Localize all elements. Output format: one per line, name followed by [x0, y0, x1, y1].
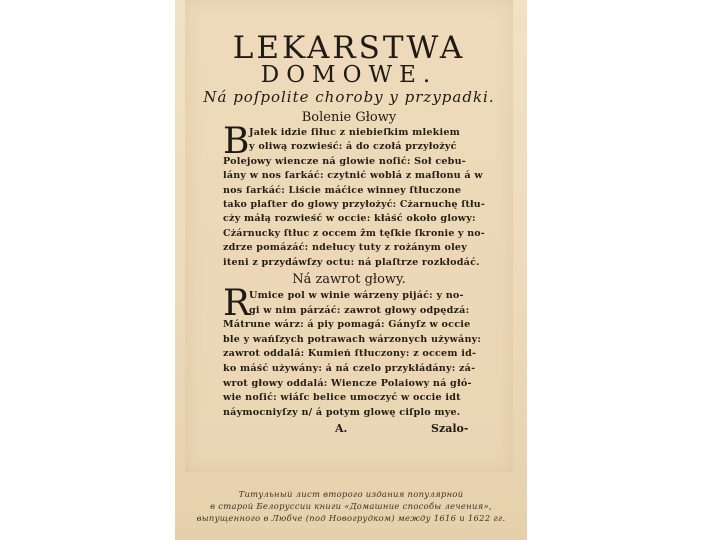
text-line: tako plaſter do glowy przyłożyć: Cżarnuchę ſtłu-	[223, 199, 485, 210]
text-line: cży máłą rozwieść w occie: kłáść około glowy:	[223, 213, 476, 225]
signature-mark: A.	[335, 422, 348, 435]
drop-cap: R	[223, 283, 251, 324]
caption-line: выпущенного в Любче (под Новогрудком) между 1616 и 1622 гг.	[196, 513, 506, 523]
text-line: Jałek idzie ſiłuc z niebieſkim mlekiem	[249, 127, 460, 138]
text-line: y oliwą rozwieść: á do czołá przyłożyć	[249, 141, 457, 153]
catchword: Szalo-	[431, 422, 469, 435]
caption-line: Титульный лист второго издания популярной	[238, 489, 464, 499]
text-line: Polejowy wiencze ná glowie noſić: Soł cebu-	[223, 155, 466, 167]
text-line: ble y wańſzych potrawach wárzonych używány:	[223, 333, 482, 345]
text-line: gi w nim párzáć: zawrot głowy odpędzá:	[249, 304, 470, 316]
text-line: náymocniyſzy n/ á potym glowę ciſplo mye.	[223, 406, 461, 418]
text-line: Cżárnucky ſtłuc z occem ẑm tęſkie ſkronie y no-	[223, 227, 485, 239]
text-line: ko máść używány: á ná czelo przykłádány: zá-	[223, 363, 476, 374]
section-heading-dizziness: Ná zawrot głowy.	[292, 272, 406, 287]
text-line: wie noſić: wiáſc belice umoczyć w occie idt	[223, 392, 461, 404]
text-line: zawrot oddalá: Kumień ſtłuczony: z occem id-	[223, 348, 477, 360]
text-line: nos ſarkáć: Liście máćice winney ſtłuczone	[223, 184, 462, 196]
title-page	[185, 0, 513, 472]
section-heading-headache: Bolenie Głowy	[301, 110, 397, 125]
book-photo	[175, 0, 527, 540]
drop-cap: B	[223, 121, 250, 162]
text-line: lány w nos ſarkáć: czytnić woblá z maſłonu á w	[223, 170, 483, 182]
photo-caption	[175, 488, 527, 524]
book-title: LEKARSTWA	[232, 30, 466, 66]
caption-line: в старой Белоруссии книги «Домашние способы лечения»,	[210, 501, 492, 511]
book-subtitle: Ná poſpolite choroby y przypadki.	[203, 88, 495, 106]
text-line: Mátrune wárz: á piy pomagá: Gányſz w occie	[223, 319, 471, 331]
text-line: zdrze pomázáć: ndełucy tuty z rożánym oley	[223, 242, 467, 254]
text-line: wrot głowy oddalá: Wiencze Polaiowy ná głó-	[223, 377, 472, 389]
text-line: Umice pol w winie wárzeny pijáć: y no-	[249, 290, 464, 301]
book-title-line2: DOMOWE.	[260, 62, 438, 88]
text-line: iteni z przydáwſzy octu: ná plaſtrze rozkłodáć.	[223, 256, 480, 268]
